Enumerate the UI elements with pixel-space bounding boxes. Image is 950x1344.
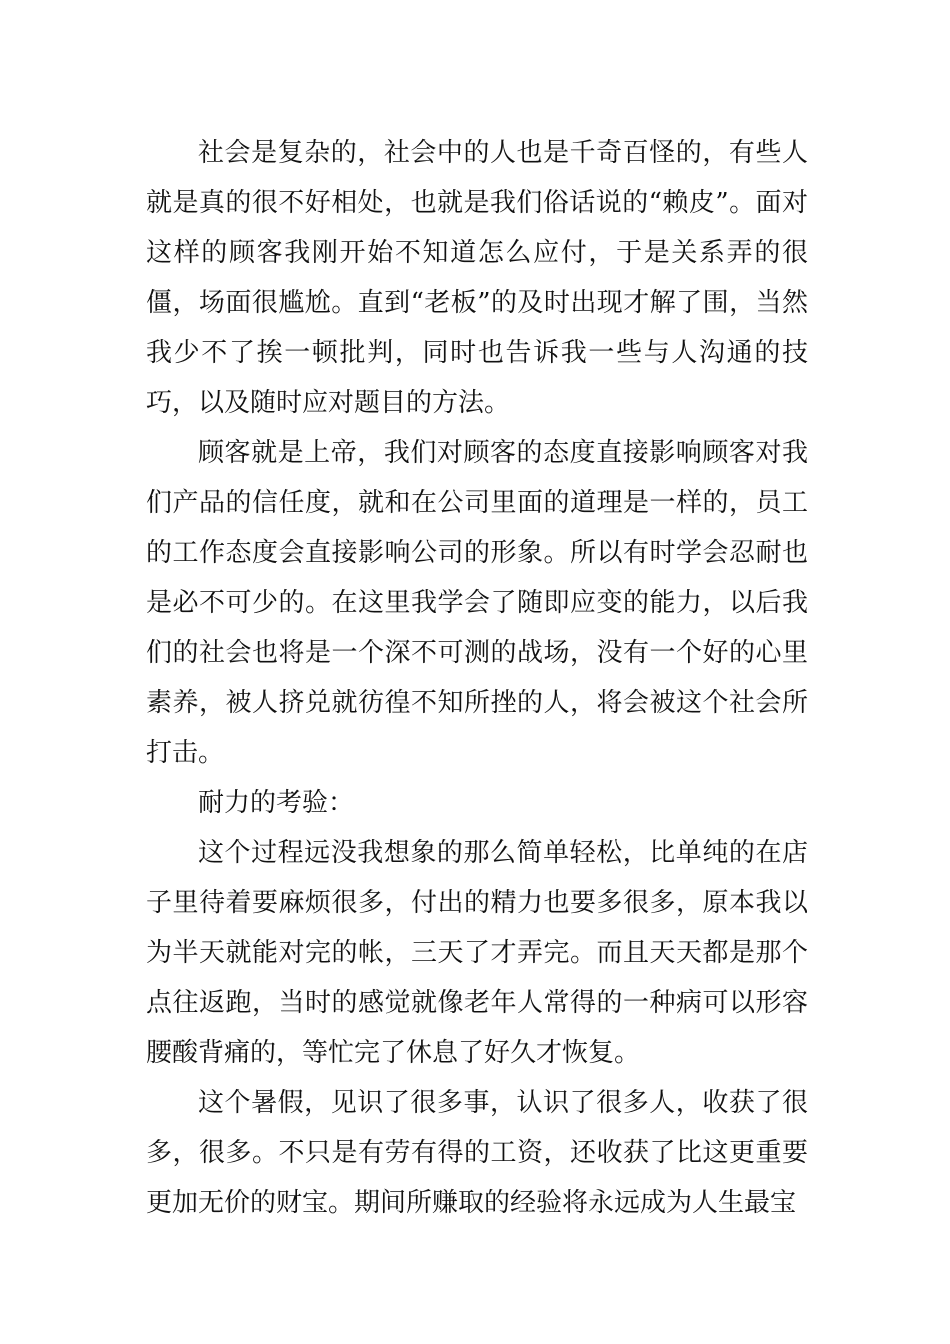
paragraph-customer-is-god: 顾客就是上帝，我们对顾客的态度直接影响顾客对我们产品的信任度，就和在公司里面的道理是一样的，员工的工作态度会直接影响公司的形象。所以有时学会忍耐也是必不可少的。在这里我学会了随即应变的能力，以后我们的社会也将是一个深不可测的战场，没有一个好的心里素养，被人挤兑就彷徨不知所挫的人，将会被这个社会所打击。 <box>146 438 808 768</box>
section-heading-endurance: 耐力的考验： <box>198 788 355 818</box>
paragraph-summer-summary: 这个暑假，见识了很多事，认识了很多人，收获了很多，很多。不只是有劳有得的工资，还收获了比这更重要更加无价的财宝。期间所赚取的经验将永远成为人生最宝 <box>146 1088 808 1218</box>
document-page <box>146 128 808 1228</box>
paragraph-difficult-customers: 社会是复杂的，社会中的人也是千奇百怪的，有些人就是真的很不好相处，也就是我们俗话说的“赖皮”。面对这样的顾客我刚开始不知道怎么应付，于是关系弄的很僵，场面很尴尬。直到“老板”的及时出现才解了围，当然我少不了挨一顿批判，同时也告诉我一些与人沟通的技巧，以及随时应对题目的方法。 <box>146 138 808 418</box>
paragraph-endurance-test: 这个过程远没我想象的那么简单轻松，比单纯的在店子里待着要麻烦很多，付出的精力也要多很多，原本我以为半天就能对完的帐，三天了才弄完。而且天天都是那个点往返跑，当时的感觉就像老年人常得的一种病可以形容腰酸背痛的，等忙完了休息了好久才恢复。 <box>146 838 808 1068</box>
